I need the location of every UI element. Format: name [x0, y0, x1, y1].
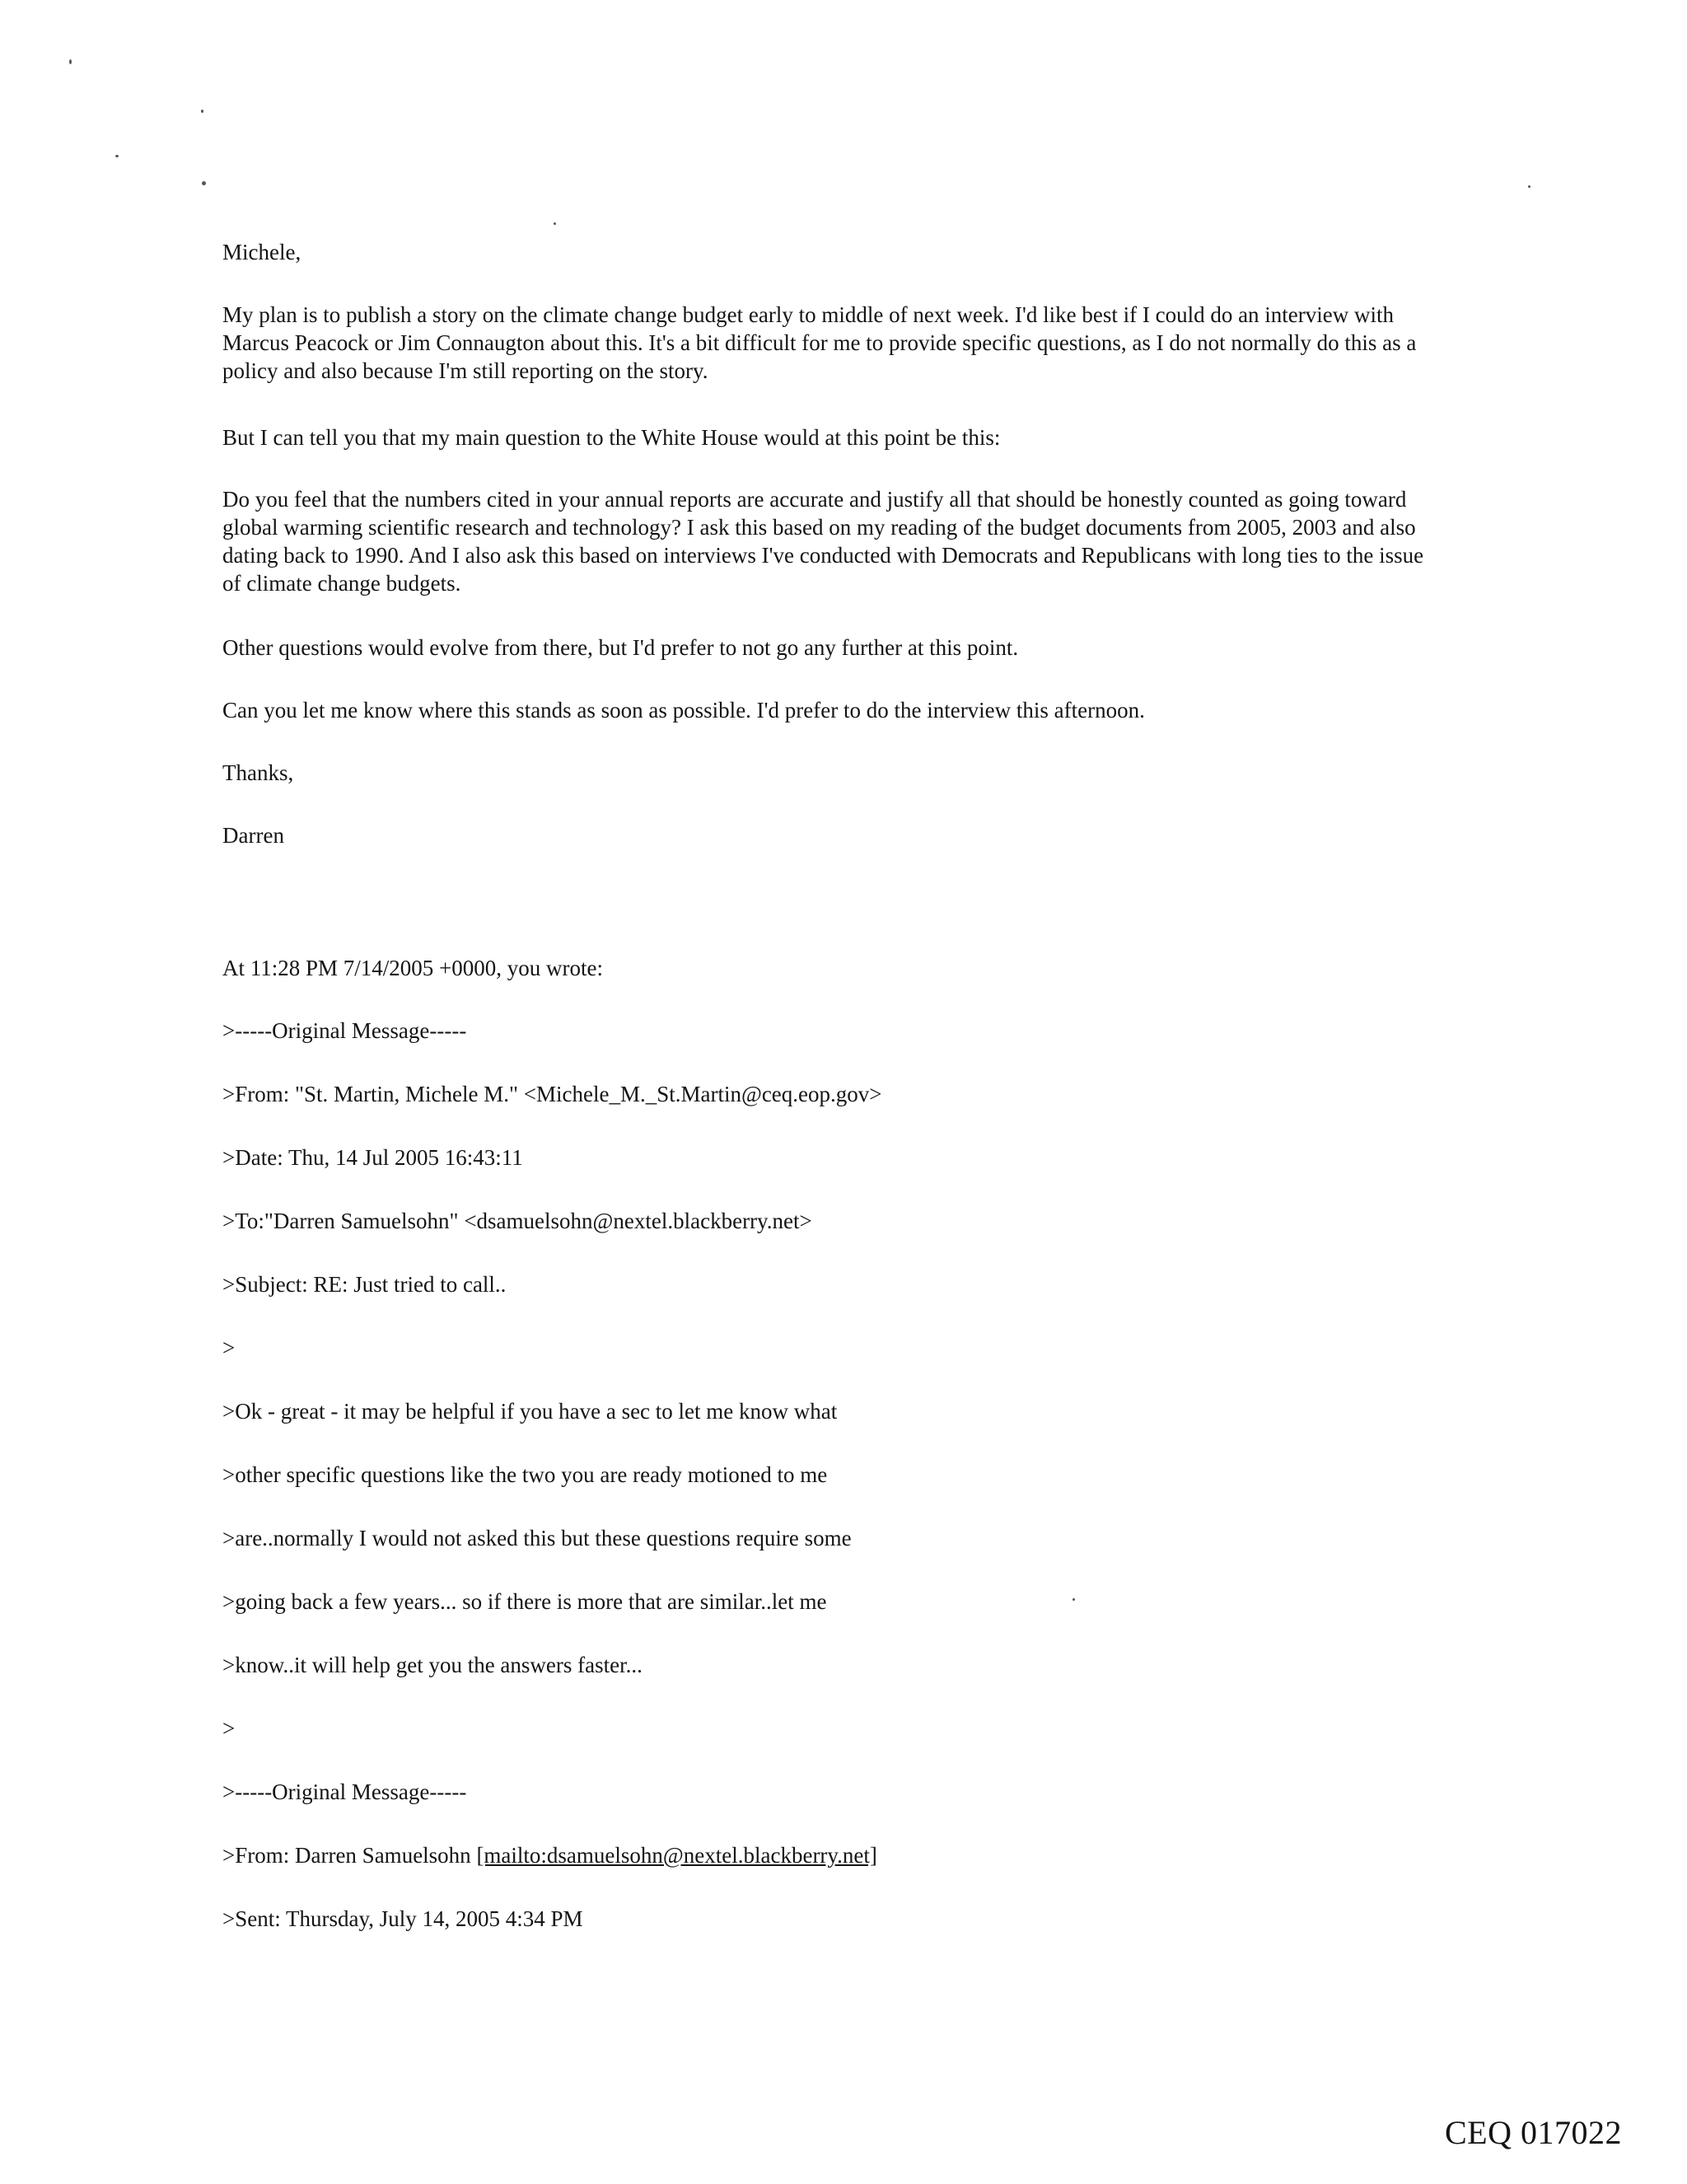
quoted-body-line: >other specific questions like the two you are ready motioned to me: [222, 1462, 828, 1487]
salutation: Michele,: [222, 240, 301, 264]
mailto-link[interactable]: [mailto:dsamuelsohn@nextel.blackberry.net]: [476, 1843, 877, 1868]
scan-speck: [554, 222, 556, 225]
scan-speck: [69, 59, 72, 64]
closing: Thanks,: [222, 760, 294, 785]
scan-speck: [1528, 185, 1530, 188]
paragraph: Other questions would evolve from there, but I'd prefer to not go any further at this point.: [222, 635, 1019, 660]
scan-speck: [201, 110, 203, 113]
quoted-body-line: >are..normally I would not asked this but these questions require some: [222, 1526, 852, 1550]
paragraph: [222, 485, 1507, 597]
bates-stamp: CEQ 017022: [1445, 2114, 1622, 2151]
quoted-header-line: >-----Original Message-----: [222, 1018, 467, 1043]
quoted-body-line: >Ok - great - it may be helpful if you have a sec to let me know what: [222, 1399, 838, 1424]
scan-speck: [1072, 1598, 1075, 1601]
quoted-subject: >Subject: RE: Just tried to call..: [222, 1272, 507, 1297]
paragraph: [222, 301, 1507, 385]
quoted-sent: >Sent: Thursday, July 14, 2005 4:34 PM: [222, 1906, 583, 1931]
paragraph-line: global warming scientific research and technology? I ask this based on my reading of the budget documents from 2005, 2003 and also: [222, 515, 1416, 540]
quoted-header-line: >-----Original Message-----: [222, 1779, 467, 1804]
quoted-from: >From: "St. Martin, Michele M." <Michele_M._St.Martin@ceq.eop.gov>: [222, 1082, 882, 1106]
quoted-from: [222, 1841, 877, 1869]
quote-attribution: At 11:28 PM 7/14/2005 +0000, you wrote:: [222, 956, 603, 980]
paragraph-line: policy and also because I'm still reporting on the story.: [222, 358, 708, 383]
paragraph-line: Do you feel that the numbers cited in your annual reports are accurate and justify all that should be honestly counted as going toward: [222, 487, 1407, 512]
quoted-body-line: >going back a few years... so if there is more that are similar..let me: [222, 1589, 827, 1614]
scan-speck: [202, 181, 206, 185]
paragraph-line: Marcus Peacock or Jim Connaugton about this. It's a bit difficult for me to provide specific questions, as I do not normally do this as a: [222, 330, 1417, 355]
scan-speck: [115, 155, 119, 157]
signature: Darren: [222, 823, 284, 848]
quoted-blank-line: >: [222, 1716, 236, 1741]
paragraph-line: My plan is to publish a story on the climate change budget early to middle of next week. I'd like best if I could do an interview with: [222, 302, 1395, 327]
quoted-date: >Date: Thu, 14 Jul 2005 16:43:11: [222, 1145, 523, 1170]
quoted-body-line: >know..it will help get you the answers faster...: [222, 1653, 643, 1677]
paragraph: But I can tell you that my main question to the White House would at this point be this:: [222, 425, 1001, 450]
paragraph-line: dating back to 1990. And I also ask this based on interviews I've conducted with Democrats and Republicans with long ties to the issue: [222, 543, 1424, 568]
quoted-from-prefix: >From: Darren Samuelsohn: [222, 1843, 477, 1868]
paragraph: Can you let me know where this stands as soon as possible. I'd prefer to do the interview this afternoon.: [222, 698, 1145, 723]
quoted-blank-line: >: [222, 1335, 236, 1360]
paragraph-line: of climate change budgets.: [222, 571, 461, 596]
quoted-to: >To:"Darren Samuelsohn" <dsamuelsohn@nextel.blackberry.net>: [222, 1209, 812, 1233]
